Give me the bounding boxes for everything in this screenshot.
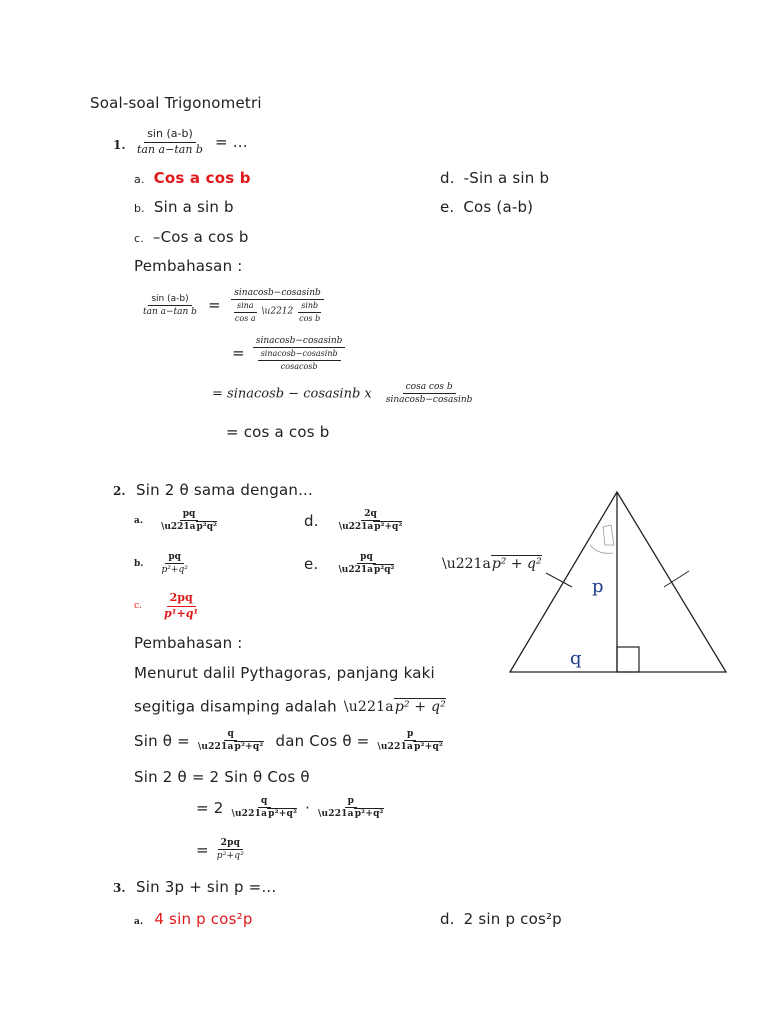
question-2-number: 2.: [113, 484, 126, 498]
triangle-diagram: [500, 485, 735, 680]
q2-option-d[interactable]: d. $\frac{2q}{\text{\textbackslash{}u221ap²+q²}}$: [304, 509, 403, 533]
angle-mark: [590, 545, 613, 553]
question-3-text: Sin 3p + sin p =...: [136, 878, 277, 896]
q2-option-e[interactable]: e. $\frac{pq}{\text{\textbackslash{}u221ap²q²}}$: [304, 552, 395, 576]
triangle-label-q: q: [570, 648, 582, 669]
right-angle-mark: [617, 647, 639, 672]
q2-substitution: = 2 $\frac{q}{\text{\textbackslash{}u221ap²+q²}}$ · $\frac{p}{\text{\textbackslash{}u221ap²+q²}}$: [196, 796, 384, 820]
q2-discussion-label: Pembahasan :: [134, 634, 243, 652]
page-title: Soal-soal Trigonometri: [90, 94, 262, 112]
triangle-outline: [510, 492, 726, 672]
q1-discussion-label: Pembahasan :: [134, 257, 243, 275]
q2-sin-cos-definition: Sin θ = $\frac{q}{\text{\textbackslash{}u221ap²+q²}}$ dan Cos θ = $\frac{p}{\text{\textbackslash{}u221ap²+q²}}$: [134, 729, 444, 753]
q2-result: = $\frac{2pq}{\text{p²+q²}}$: [196, 838, 245, 862]
q1-option-d[interactable]: d. -Sin a sin b: [440, 169, 550, 187]
q3-option-d[interactable]: d. 2 sin p cos²p: [440, 910, 562, 928]
question-3-number: 3.: [113, 881, 126, 895]
q1-option-e[interactable]: e. Cos (a-b): [440, 198, 534, 216]
q1-option-b[interactable]: b. Sin a sin b: [134, 198, 234, 216]
q2-explanation-line-1: Menurut dalil Pythagoras, panjang kaki: [134, 664, 435, 682]
question-1-number: 1.: [113, 138, 126, 152]
tick-mark-right: [664, 571, 689, 587]
q3-option-a[interactable]: a. 4 sin p cos²p: [134, 910, 253, 928]
question-1-expression: $\frac{\sin (a-b)}{\text{tan a−tan b}}$ = ...: [137, 127, 248, 156]
q2-option-c[interactable]: c. $\frac{2pq}{\text{p¹+q¹}}$: [134, 591, 199, 620]
q1-step-2: = $\frac{\text{sinacosb−cosasinb}}{\frac{\text{sinacosb−cosasinb}}{\text{cosacosb}}}$: [232, 336, 345, 371]
q1-step-1: $\frac{\sin (a-b)}{\text{tan a−tan b}}$ = sinacosb−cosasinb $\frac{\sin a}{\text{cos a}}$ \u2212 $\frac{\sin b}{\text{cos b}}$: [140, 288, 326, 323]
triangle-label-p: p: [592, 576, 604, 597]
q2-option-a[interactable]: a. $\frac{pq}{\text{\textbackslash{}u221ap²q²}}$: [134, 509, 217, 533]
q1-option-c[interactable]: c. –Cos a cos b: [134, 228, 249, 246]
q2-double-angle-formula: Sin 2 θ = 2 Sin θ Cos θ: [134, 768, 310, 786]
side-length-expression: \u221ap² + q²: [442, 556, 542, 572]
question-2-text: Sin 2 θ sama dengan...: [136, 481, 313, 499]
q1-option-a[interactable]: a. Cos a cos b: [134, 169, 251, 187]
q2-option-b[interactable]: b. $\frac{pq}{\text{p²+q²}}$: [134, 552, 188, 576]
q1-step-4: = cos a cos b: [226, 423, 330, 441]
q1-step-3: = sinacosb − cosasinb x $\frac{\text{cosa cos b}}{\text{sinacosb−cosasinb}}$: [212, 382, 473, 406]
q2-explanation-line-2: segitiga disamping adalah \u221ap² + q²: [134, 697, 446, 716]
theta-mark: [603, 525, 614, 545]
